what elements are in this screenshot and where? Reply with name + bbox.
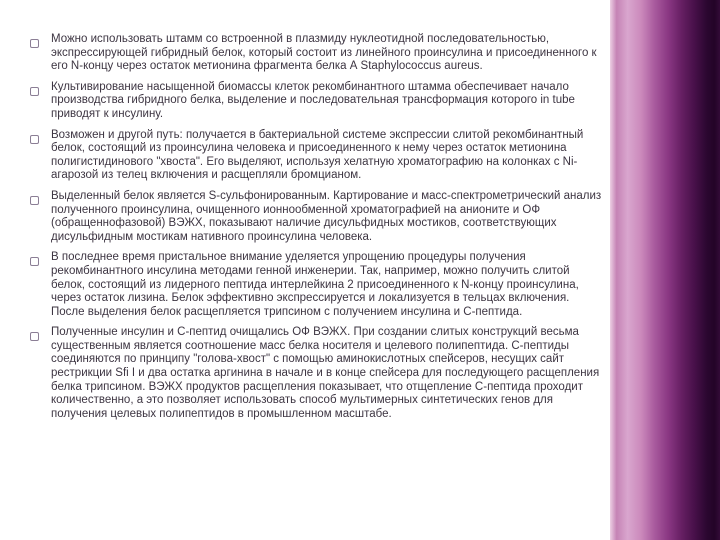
bullet-text: В последнее время пристальное внимание уделяется упрощению процедуры получения рекомбинантного инсулина методами генной инженерии. Так, например, можно получить слитой белок, состоящий из лидерного пептида интерлейкина 2 присоединенного к N-концу проинсулина, через остаток лизина. Белок эффективно экспрессируется и локализуется в тельцах включения. После выделения белок расщепляется трипсином с получением инсулина и С-пептида. (51, 251, 579, 318)
bullet-text: Культивирование насыщенной биомассы клеток рекомбинантного штамма обеспечивает начало производства гибридного белка, выделение и последовательная трансформация которого in tube приводят к инсулину. (51, 80, 575, 120)
bullet-icon (30, 326, 51, 346)
bullet-item (30, 326, 606, 421)
bullet-item (30, 251, 606, 319)
bullet-item (30, 190, 606, 244)
bullet-item (30, 81, 606, 122)
bullet-text: Полученные инсулин и С-пептид очищались ОФ ВЭЖХ. При создании слитых конструкций весьма существенным является соотношение масс белка носителя и целевого полипептида. С-пептиды соединяются по принципу "голова-хвост" с помощью аминокислотных спейсеров, несущих сайт рестрикции Sfi I и два остатка аргинина в начале и в конце спейсера для последующего расщепления белка трипсином. ВЭЖХ продуктов расщепления показывает, что отщепление С-пептида проходит количественно, а это позволяет использовать способ мультимерных синтетических генов для получения целевых полипептидов в промышленном масштабе. (51, 326, 600, 420)
bullet-item (30, 129, 606, 183)
bullet-icon (30, 251, 51, 271)
slide-body-text (30, 33, 606, 421)
bullet-text: Выделенный белок является S-сульфонированным. Картирование и масс-спектрометрический анализ полученного проинсулина, очищенного ионнообменной хроматографией на анионите и ОФ (обращеннофазовой) ВЭЖХ, показывают наличие дисульфидных мостиков, соответствующих дисульфидным мостикам нативного проинсулина человека. (51, 189, 602, 243)
bullet-text: Возможен и другой путь: получается в бактериальной системе экспрессии слитой рекомбинантный белок, состоящий из проинсулина человека и присоединенного к нему через остаток метионина полигистидинового "хвоста". Его выделяют, используя хелатную хроматографию на колонках с Ni-агарозой из телец включения и расщепляли бромцианом. (51, 128, 584, 182)
right-gradient-stripe (610, 0, 720, 540)
bullet-icon (30, 190, 51, 210)
bullet-icon (30, 33, 51, 53)
bullet-icon (30, 81, 51, 101)
bullet-item (30, 33, 606, 74)
bullet-icon (30, 129, 51, 149)
bullet-text: Можно использовать штамм со встроенной в плазмиду нуклеотидной последовательностью, экспрессирующей гибридный белок, который состоит из линейного проинсулина и присоединенного к его N-концу через остаток метионина фрагмента белка А Staphylococcus aureus. (51, 33, 597, 73)
